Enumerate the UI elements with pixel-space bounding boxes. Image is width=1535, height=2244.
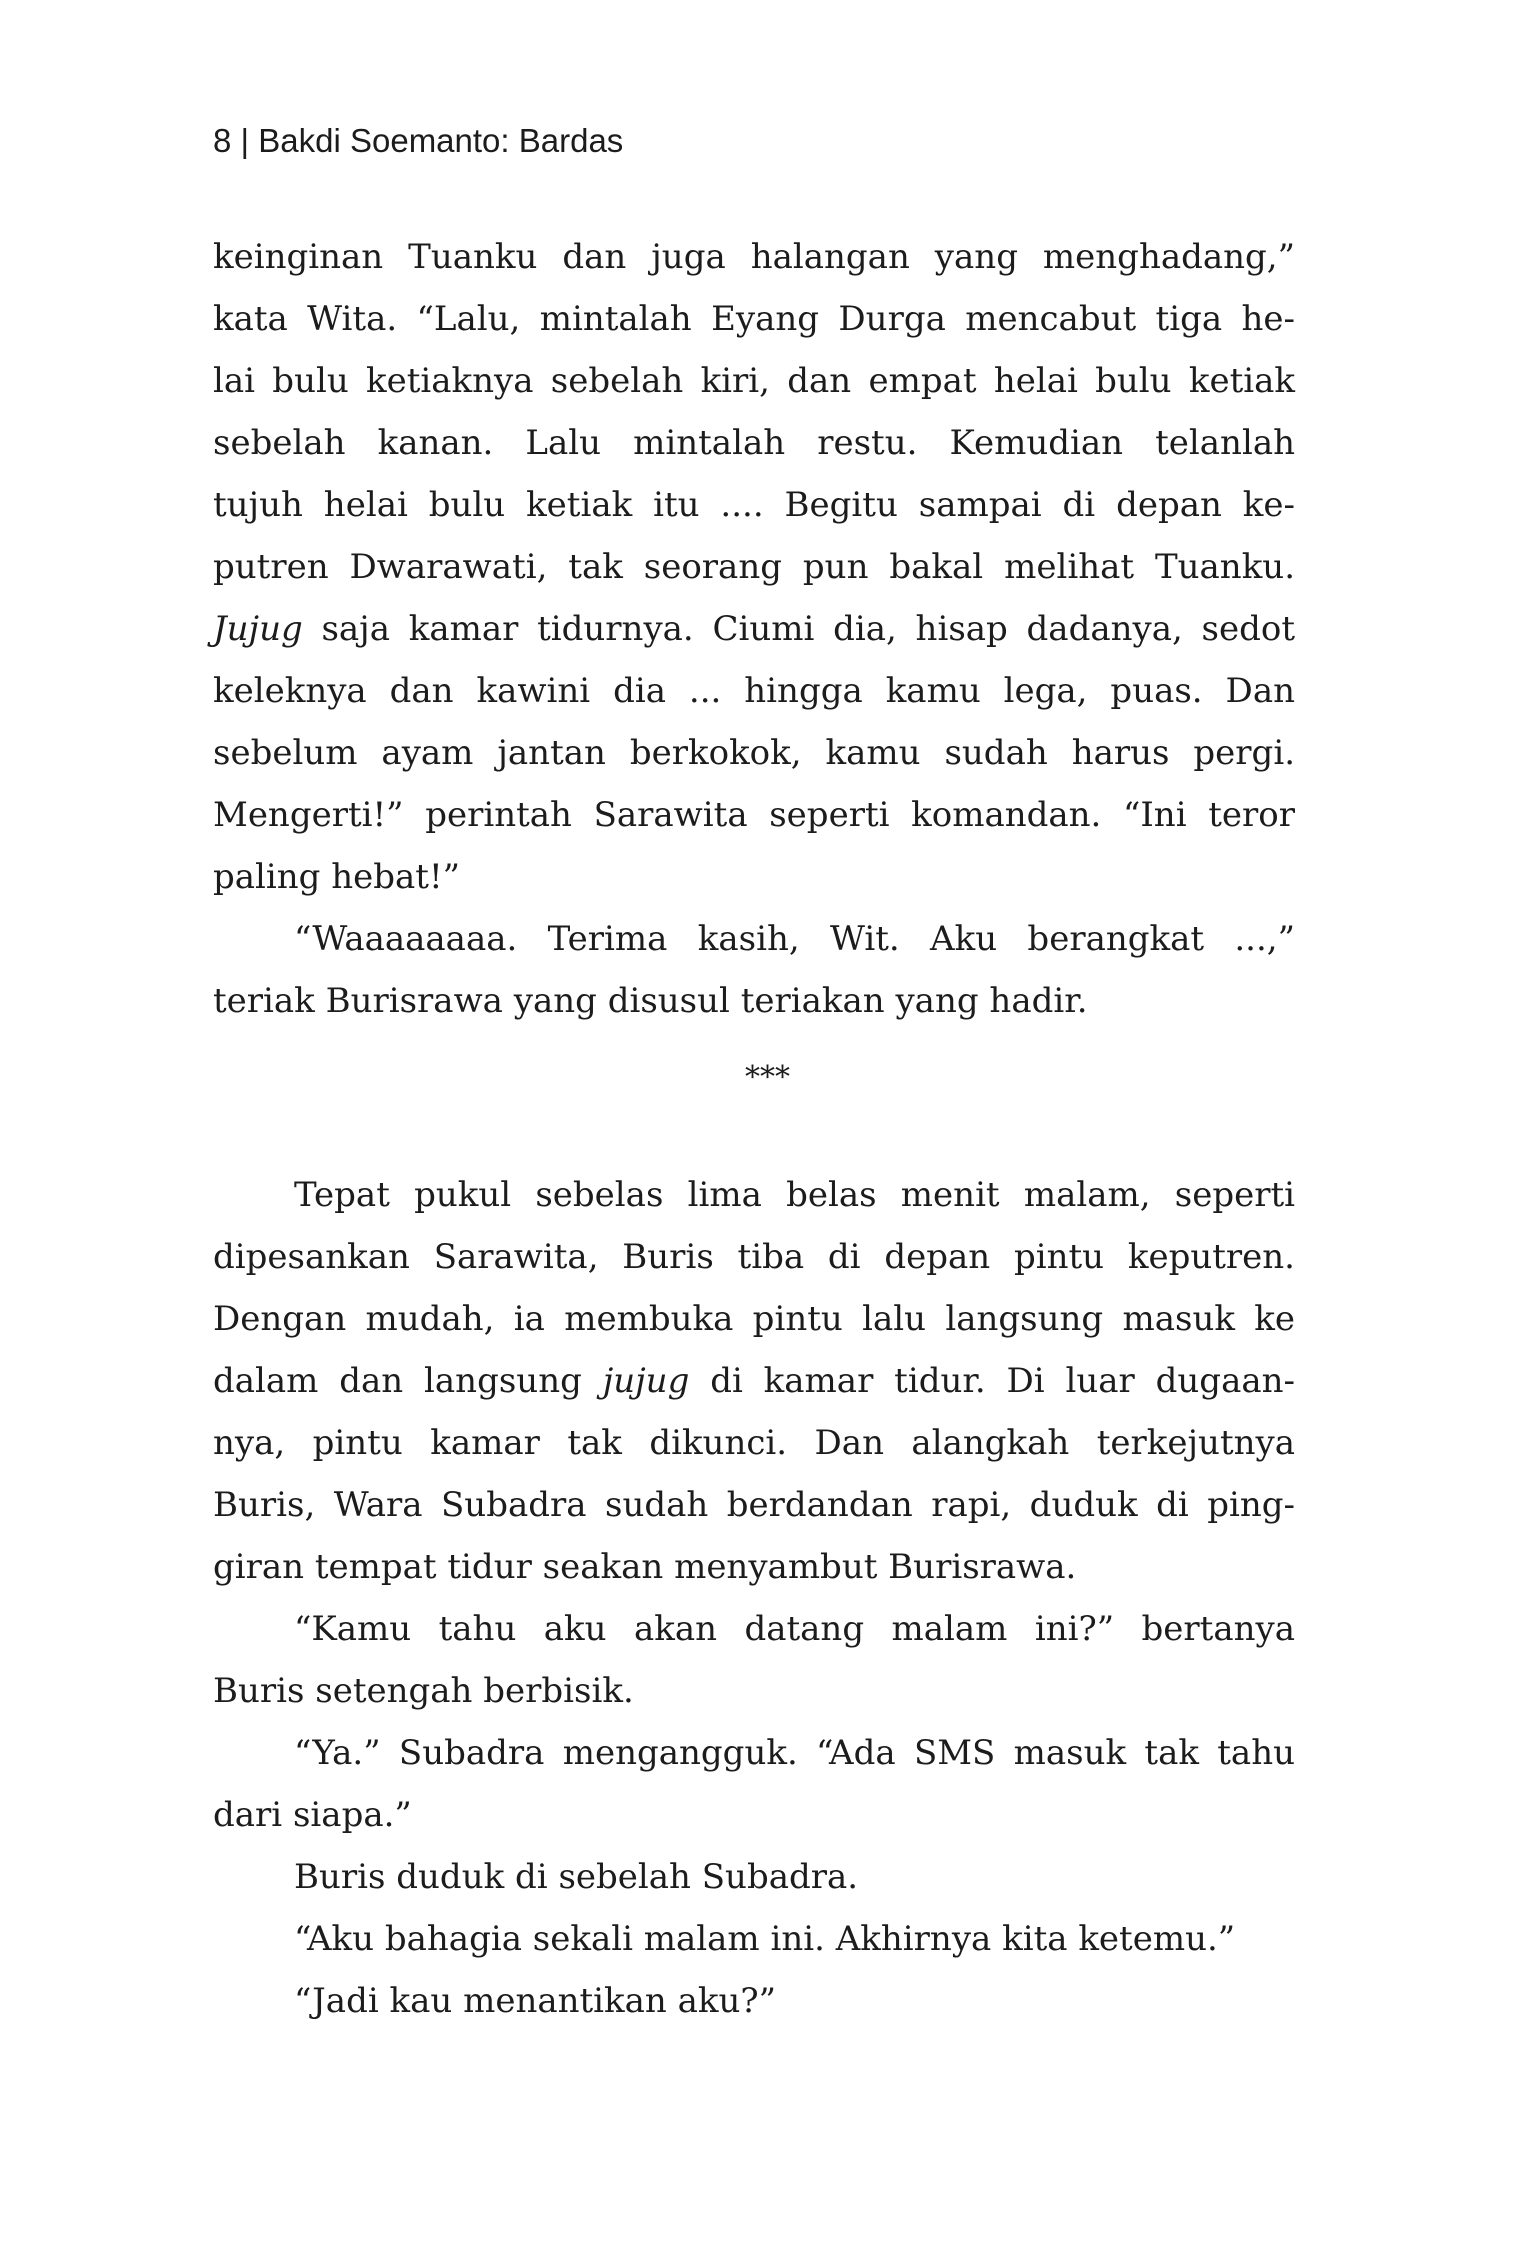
text-line: “Kamu tahu aku akan datang malam ini?” bertanya <box>294 1609 1295 1649</box>
text-line-mixed <box>213 1350 1295 1412</box>
section-separator: *** <box>745 1060 790 1095</box>
text-line: “Aku bahagia sekali malam ini. Akhirnya kita ketemu.” <box>294 1919 1236 1959</box>
text-line: tujuh helai bulu ketiak itu .... Begitu sampai di depan ke- <box>213 485 1295 525</box>
text-line: dari siapa.” <box>213 1795 412 1835</box>
text-line: sebelum ayam jantan berkokok, kamu sudah harus pergi. <box>213 733 1295 773</box>
text-line: kata Wita. “Lalu, mintalah Eyang Durga mencabut tiga he- <box>213 299 1295 339</box>
italic-word: jujug <box>602 1361 690 1401</box>
text-line: giran tempat tidur seakan menyambut Burisrawa. <box>213 1547 1077 1587</box>
text-line: “Waaaaaaaa. Terima kasih, Wit. Aku berangkat ...,” <box>294 919 1295 959</box>
text-line: keinginan Tuanku dan juga halangan yang menghadang,” <box>213 237 1295 277</box>
text-line: “Ya.” Subadra mengangguk. “Ada SMS masuk tak tahu <box>294 1733 1295 1773</box>
text-span: di kamar tidur. Di luar dugaan- <box>689 1361 1295 1401</box>
text-span: saja kamar tidurnya. Ciumi dia, hisap dadanya, sedot <box>302 609 1295 649</box>
text-line: nya, pintu kamar tak dikunci. Dan alangkah terkejutnya <box>213 1423 1295 1463</box>
text-line: lai bulu ketiaknya sebelah kiri, dan empat helai bulu ketiak <box>213 361 1295 401</box>
text-line: Mengerti!” perintah Sarawita seperti komandan. “Ini teror <box>213 795 1295 835</box>
text-line: putren Dwarawati, tak seorang pun bakal melihat Tuanku. <box>213 547 1295 587</box>
italic-word: Jujug <box>213 609 303 649</box>
text-line: Dengan mudah, ia membuka pintu lalu langsung masuk ke <box>213 1299 1295 1339</box>
text-line: keleknya dan kawini dia ... hingga kamu lega, puas. Dan <box>213 671 1295 711</box>
running-header: 8 | Bakdi Soemanto: Bardas <box>213 122 624 159</box>
text-line: Buris setengah berbisik. <box>213 1671 634 1711</box>
text-line: teriak Burisrawa yang disusul teriakan yang hadir. <box>213 981 1088 1021</box>
text-line: “Jadi kau menantikan aku?” <box>294 1981 777 2021</box>
text-line: sebelah kanan. Lalu mintalah restu. Kemudian telanlah <box>213 423 1295 463</box>
text-line: Tepat pukul sebelas lima belas menit malam, seperti <box>294 1175 1295 1215</box>
text-line: Buris, Wara Subadra sudah berdandan rapi, duduk di ping- <box>213 1485 1295 1525</box>
text-line-mixed <box>213 598 1295 660</box>
text-line: dipesankan Sarawita, Buris tiba di depan pintu keputren. <box>213 1237 1295 1277</box>
text-line: Buris duduk di sebelah Subadra. <box>294 1857 859 1897</box>
text-span: dalam dan langsung <box>213 1361 603 1401</box>
text-line: paling hebat!” <box>213 857 461 897</box>
